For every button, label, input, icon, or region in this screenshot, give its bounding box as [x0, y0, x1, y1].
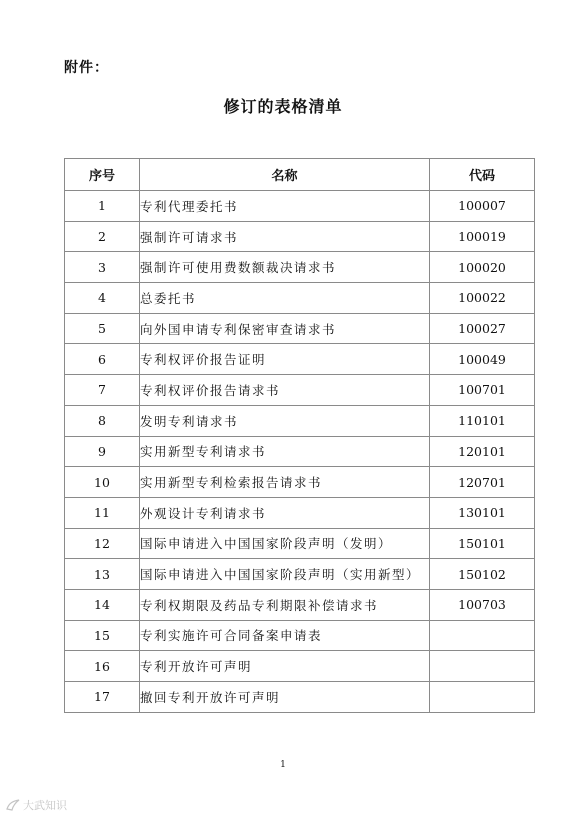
form-code: [430, 682, 535, 713]
form-name: 实用新型专利检索报告请求书: [140, 467, 430, 498]
row-number: 8: [65, 405, 140, 436]
form-code: [430, 620, 535, 651]
form-name: 专利权评价报告证明: [140, 344, 430, 375]
form-name: 国际申请进入中国国家阶段声明（发明）: [140, 528, 430, 559]
form-code: 120101: [430, 436, 535, 467]
form-name: 专利权期限及药品专利期限补偿请求书: [140, 589, 430, 620]
page-number: 1: [280, 760, 286, 770]
document-title: 修订的表格清单: [223, 97, 343, 116]
form-code: 100020: [430, 252, 535, 283]
form-name: 向外国申请专利保密审查请求书: [140, 313, 430, 344]
form-name: 外观设计专利请求书: [140, 497, 430, 528]
row-number: 14: [65, 589, 140, 620]
watermark: [6, 797, 67, 813]
row-number: 10: [65, 467, 140, 498]
form-name: 专利开放许可声明: [140, 651, 430, 682]
table-row: [65, 344, 535, 375]
table-row: [65, 620, 535, 651]
form-name: 总委托书: [140, 283, 430, 314]
table-row: [65, 313, 535, 344]
row-number: 9: [65, 436, 140, 467]
header-name: 名称: [140, 159, 430, 191]
form-name: 强制许可使用费数额裁决请求书: [140, 252, 430, 283]
form-name: 强制许可请求书: [140, 221, 430, 252]
form-code: [430, 651, 535, 682]
form-code: 100007: [430, 191, 535, 222]
form-code: 100049: [430, 344, 535, 375]
table-row: [65, 375, 535, 406]
table-row: [65, 283, 535, 314]
row-number: 2: [65, 221, 140, 252]
form-name: 发明专利请求书: [140, 405, 430, 436]
table-row: [65, 651, 535, 682]
row-number: 6: [65, 344, 140, 375]
form-name: 专利权评价报告请求书: [140, 375, 430, 406]
form-code: 100703: [430, 589, 535, 620]
form-code: 100701: [430, 375, 535, 406]
form-name: 专利实施许可合同备案申请表: [140, 620, 430, 651]
form-code: 150101: [430, 528, 535, 559]
row-number: 11: [65, 497, 140, 528]
watermark-text: 大武知识: [23, 799, 67, 812]
table-row: [65, 252, 535, 283]
table-header-row: [65, 159, 535, 191]
header-code: 代码: [430, 159, 535, 191]
table-row: [65, 497, 535, 528]
table-row: [65, 528, 535, 559]
attachment-label: 附件：: [64, 60, 109, 76]
table-row: [65, 221, 535, 252]
table-row: [65, 467, 535, 498]
row-number: 1: [65, 191, 140, 222]
table-row: [65, 405, 535, 436]
row-number: 4: [65, 283, 140, 314]
form-name: 专利代理委托书: [140, 191, 430, 222]
form-code: 150102: [430, 559, 535, 590]
row-number: 17: [65, 682, 140, 713]
row-number: 13: [65, 559, 140, 590]
form-code: 100027: [430, 313, 535, 344]
form-name: 撤回专利开放许可声明: [140, 682, 430, 713]
form-code: 100022: [430, 283, 535, 314]
revised-forms-table: [64, 158, 535, 713]
row-number: 3: [65, 252, 140, 283]
row-number: 7: [65, 375, 140, 406]
form-code: 130101: [430, 497, 535, 528]
table-row: [65, 191, 535, 222]
form-name: 实用新型专利请求书: [140, 436, 430, 467]
header-number: 序号: [65, 159, 140, 191]
row-number: 12: [65, 528, 140, 559]
table-row: [65, 559, 535, 590]
form-code: 110101: [430, 405, 535, 436]
form-name: 国际申请进入中国国家阶段声明（实用新型）: [140, 559, 430, 590]
form-code: 120701: [430, 467, 535, 498]
row-number: 15: [65, 620, 140, 651]
row-number: 16: [65, 651, 140, 682]
table-row: [65, 682, 535, 713]
form-code: 100019: [430, 221, 535, 252]
table-row: [65, 436, 535, 467]
watermark-logo-icon: [6, 799, 20, 811]
row-number: 5: [65, 313, 140, 344]
table-row: [65, 589, 535, 620]
